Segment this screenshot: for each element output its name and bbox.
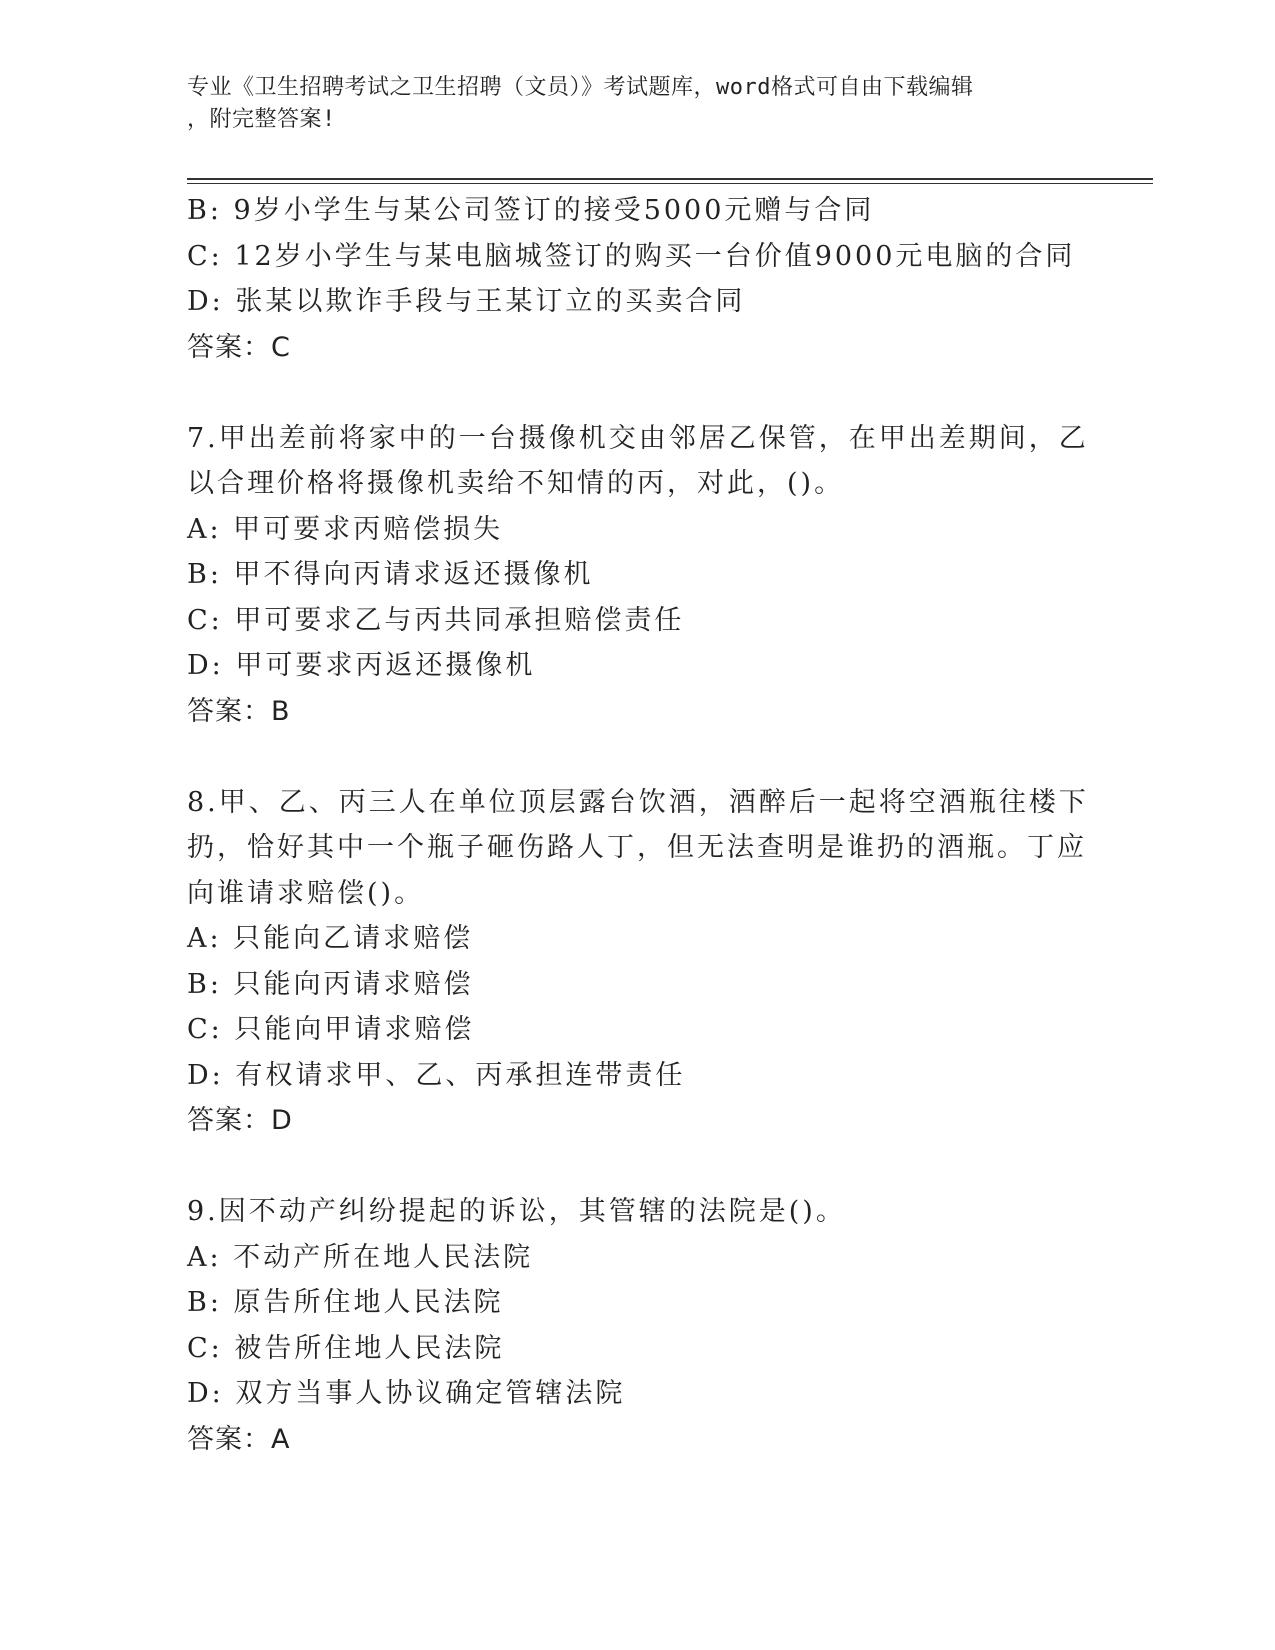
header-divider-thin: [187, 183, 1153, 184]
q9-stem-line-1: 9.因不动产纠纷提起的诉讼，其管辖的法院是()。: [187, 1196, 846, 1227]
q7-option-a: A: 甲可要求丙赔偿损失: [187, 513, 504, 545]
q8-answer: 答案：D: [187, 1105, 293, 1136]
q6-option-d: D: 张某以欺诈手段与王某订立的买卖合同: [187, 286, 746, 317]
q8-option-a: A: 只能向乙请求赔偿: [187, 923, 474, 954]
q9-option-a: A: 不动产所在地人民法院: [187, 1241, 534, 1273]
header-line-1: 专业《卫生招聘考试之卫生招聘（文员）》考试题库，word格式可自由下载编辑: [187, 75, 974, 100]
q8-option-c: C: 只能向甲请求赔偿: [187, 1014, 475, 1045]
q6-option-b: B: 9岁小学生与某公司签订的接受5000元赠与合同: [187, 195, 875, 226]
q9-answer: 答案：A: [187, 1423, 291, 1455]
spacer: [187, 734, 1087, 780]
q8-stem-line-1: 8.甲、乙、丙三人在单位顶层露台饮酒，酒醉后一起将空酒瓶往楼下: [187, 786, 1089, 818]
q6-answer: 答案：C: [187, 331, 291, 363]
spacer: [187, 370, 1087, 416]
q7-stem-line-1: 7.甲出差前将家中的一台摄像机交由邻居乙保管，在甲出差期间，乙: [187, 422, 1089, 454]
spacer: [187, 1144, 1087, 1190]
q9-option-b: B: 原告所住地人民法院: [187, 1287, 504, 1318]
q6-option-c: C: 12岁小学生与某电脑城签订的购买一台价值9000元电脑的合同: [187, 240, 1076, 272]
q9-option-d: D: 双方当事人协议确定管辖法院: [187, 1378, 626, 1409]
document-header: [187, 72, 1067, 136]
header-divider-thick: [187, 178, 1153, 180]
q8-stem-line-3: 向谁请求赔偿()。: [187, 877, 425, 909]
q7-answer: 答案：B: [187, 695, 291, 727]
q8-option-b: B: 只能向丙请求赔偿: [187, 968, 474, 1000]
q7-option-b: B: 甲不得向丙请求返还摄像机: [187, 559, 594, 590]
document-body: [187, 188, 1087, 1462]
q9-option-c: C: 被告所住地人民法院: [187, 1332, 505, 1364]
q7-option-c: C: 甲可要求乙与丙共同承担赔偿责任: [187, 604, 685, 636]
q7-stem-line-2: 以合理价格将摄像机卖给不知情的丙，对此，()。: [187, 468, 845, 499]
header-line-2: ，附完整答案!: [187, 107, 336, 132]
q8-option-d: D: 有权请求甲、乙、丙承担连带责任: [187, 1059, 686, 1091]
q8-stem-line-2: 扔，恰好其中一个瓶子砸伤路人丁，但无法查明是谁扔的酒瓶。丁应: [187, 832, 1087, 863]
q7-option-d: D: 甲可要求丙返还摄像机: [187, 650, 536, 681]
